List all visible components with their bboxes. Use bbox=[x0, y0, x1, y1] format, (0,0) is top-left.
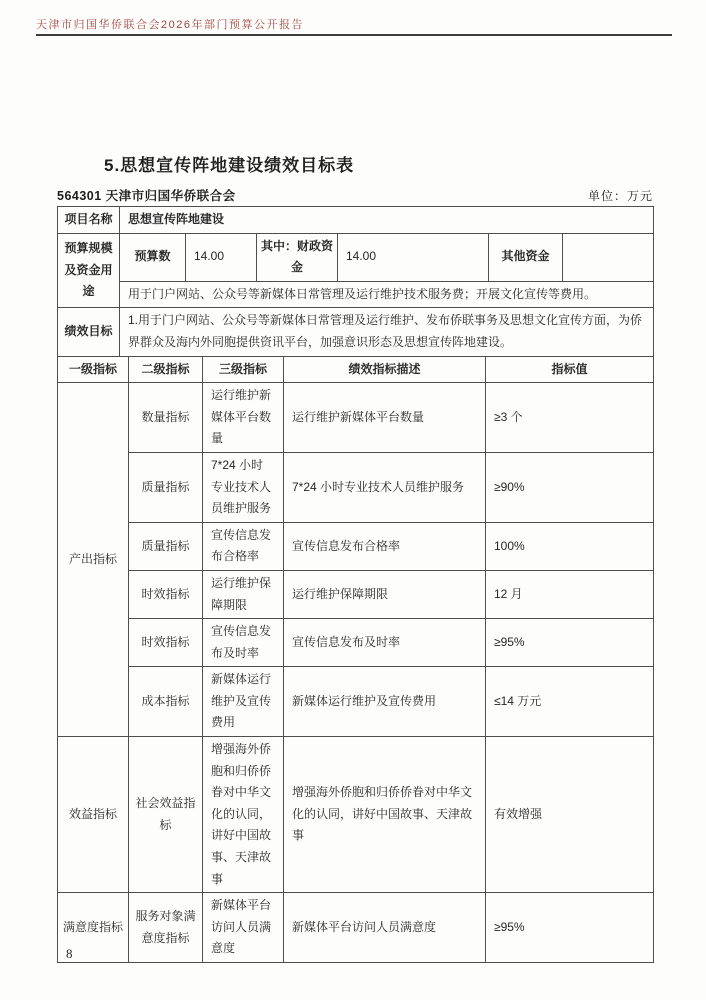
indicator-header-row bbox=[58, 356, 654, 383]
org-code: 564301 天津市归国华侨联合会 bbox=[57, 189, 236, 203]
other-fund-value bbox=[563, 233, 654, 281]
table-caption-row bbox=[57, 186, 653, 204]
value-cell: ≥95% bbox=[486, 619, 654, 667]
value-cell: 12 月 bbox=[486, 570, 654, 618]
fund-usage-text: 用于门户网站、公众号等新媒体日常管理及运行维护技术服务费；开展文化宣传等费用。 bbox=[120, 281, 654, 308]
desc-cell: 运行维护新媒体平台数量 bbox=[284, 383, 486, 453]
header-level1: 一级指标 bbox=[58, 356, 129, 383]
page-title: 5.思想宣传阵地建设绩效目标表 bbox=[104, 156, 355, 175]
header-description: 绩效指标描述 bbox=[284, 356, 486, 383]
project-name-value: 思想宣传阵地建设 bbox=[120, 207, 654, 234]
level2-cell: 质量指标 bbox=[129, 452, 203, 522]
header-divider bbox=[36, 34, 672, 36]
budget-number-value: 14.00 bbox=[186, 233, 257, 281]
level3-cell: 运行维护保障期限 bbox=[203, 570, 284, 618]
indicator-table bbox=[57, 356, 654, 963]
desc-cell: 新媒体平台访问人员满意度 bbox=[284, 893, 486, 963]
desc-cell: 宣传信息发布及时率 bbox=[284, 619, 486, 667]
level2-cell: 数量指标 bbox=[129, 383, 203, 453]
table-row bbox=[58, 233, 654, 281]
indicator-row bbox=[58, 570, 654, 618]
level3-cell: 7*24 小时专业技术人员维护服务 bbox=[203, 452, 284, 522]
value-cell: ≤14 万元 bbox=[486, 667, 654, 737]
performance-goal-label: 绩效目标 bbox=[58, 308, 120, 356]
level3-cell: 宣传信息发布合格率 bbox=[203, 522, 284, 570]
desc-cell: 7*24 小时专业技术人员维护服务 bbox=[284, 452, 486, 522]
budget-scale-label: 预算规模及资金用途 bbox=[58, 233, 120, 308]
level2-cell: 时效指标 bbox=[129, 570, 203, 618]
table-row bbox=[58, 281, 654, 308]
level1-cell: 产出指标 bbox=[58, 383, 129, 737]
level2-cell: 时效指标 bbox=[129, 619, 203, 667]
performance-table bbox=[57, 206, 653, 963]
level2-cell: 质量指标 bbox=[129, 522, 203, 570]
desc-cell: 运行维护保障期限 bbox=[284, 570, 486, 618]
header-level2: 二级指标 bbox=[129, 356, 203, 383]
indicator-row bbox=[58, 737, 654, 893]
unit-label: 单位：万元 bbox=[587, 189, 653, 203]
indicator-row bbox=[58, 893, 654, 963]
level2-cell: 成本指标 bbox=[129, 667, 203, 737]
budget-number-label: 预算数 bbox=[120, 233, 186, 281]
desc-cell: 宣传信息发布合格率 bbox=[284, 522, 486, 570]
value-cell: 100% bbox=[486, 522, 654, 570]
value-cell: ≥3 个 bbox=[486, 383, 654, 453]
performance-goal-text: 1.用于门户网站、公众号等新媒体日常管理及运行维护、发布侨联事务及思想文化宣传方面，为侨界群众及海内外同胞提供资讯平台，加强意识形态及思想宣传阵地建设。 bbox=[120, 308, 654, 356]
indicator-row bbox=[58, 619, 654, 667]
level3-cell: 新媒体平台访问人员满意度 bbox=[203, 893, 284, 963]
indicator-row bbox=[58, 667, 654, 737]
level1-cell: 效益指标 bbox=[58, 737, 129, 893]
level3-cell: 新媒体运行维护及宣传费用 bbox=[203, 667, 284, 737]
report-header: 天津市归国华侨联合会2026年部门预算公开报告 bbox=[36, 19, 304, 31]
value-cell: ≥95% bbox=[486, 893, 654, 963]
value-cell: 有效增强 bbox=[486, 737, 654, 893]
header-value: 指标值 bbox=[486, 356, 654, 383]
indicator-row bbox=[58, 383, 654, 453]
level1-cell: 满意度指标 bbox=[58, 893, 129, 963]
fiscal-fund-label: 其中：财政资金 bbox=[257, 233, 338, 281]
page-number: 8 bbox=[66, 946, 73, 961]
level2-cell: 社会效益指标 bbox=[129, 737, 203, 893]
table-row bbox=[58, 207, 654, 234]
desc-cell: 增强海外侨胞和归侨侨眷对中华文化的认同，讲好中国故事、天津故事 bbox=[284, 737, 486, 893]
other-fund-label: 其他资金 bbox=[489, 233, 563, 281]
project-info-table bbox=[57, 206, 654, 357]
project-name-label: 项目名称 bbox=[58, 207, 120, 234]
desc-cell: 新媒体运行维护及宣传费用 bbox=[284, 667, 486, 737]
table-row bbox=[58, 308, 654, 356]
level3-cell: 运行维护新媒体平台数量 bbox=[203, 383, 284, 453]
indicator-row bbox=[58, 522, 654, 570]
header-level3: 三级指标 bbox=[203, 356, 284, 383]
fiscal-fund-value: 14.00 bbox=[338, 233, 489, 281]
level3-cell: 宣传信息发布及时率 bbox=[203, 619, 284, 667]
level2-cell: 服务对象满意度指标 bbox=[129, 893, 203, 963]
indicator-tbody bbox=[58, 383, 654, 963]
level3-cell: 增强海外侨胞和归侨侨眷对中华文化的认同，讲好中国故事、天津故事 bbox=[203, 737, 284, 893]
indicator-row bbox=[58, 452, 654, 522]
value-cell: ≥90% bbox=[486, 452, 654, 522]
